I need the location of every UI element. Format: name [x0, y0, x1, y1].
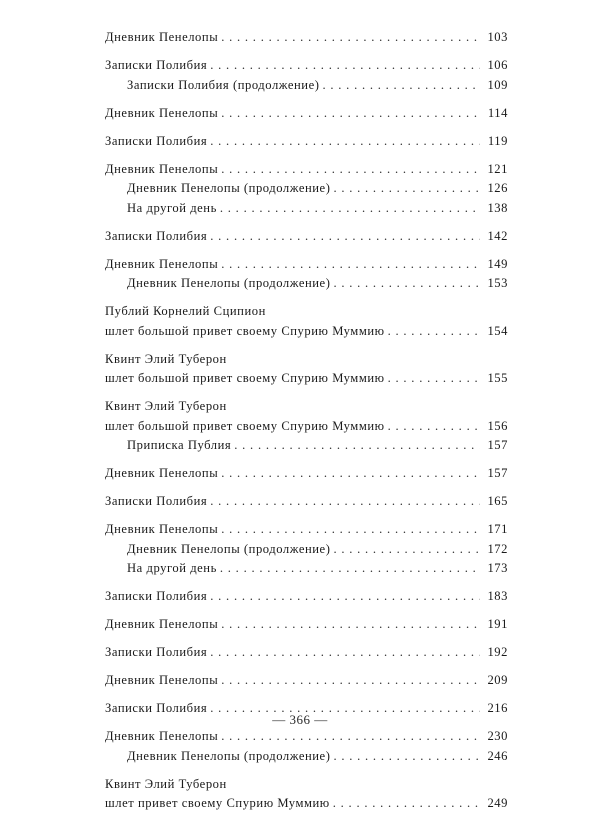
- toc-group: [105, 350, 508, 389]
- toc-entry-title: Записки Полибия: [105, 589, 208, 603]
- toc-entry-title: Дневник Пенелопы: [105, 673, 219, 687]
- dot-leader: [333, 274, 480, 294]
- toc-entry-heading: Квинт Элий Туберон: [105, 351, 227, 366]
- toc-entry-heading: Квинт Элий Туберон: [105, 399, 227, 413]
- toc-entry: [105, 132, 508, 152]
- toc-subentry: [105, 76, 508, 96]
- toc-entry-title: Приписка Публия: [127, 438, 232, 452]
- dot-leader: [333, 747, 480, 767]
- dot-leader: [388, 369, 480, 389]
- toc-page-number: 142: [487, 228, 508, 243]
- toc-page-number: 121: [487, 161, 508, 176]
- toc-page-number: 126: [487, 181, 508, 195]
- dot-leader: [221, 28, 480, 48]
- toc-entry-title: Дневник Пенелопы: [105, 466, 219, 480]
- toc-page-number: 173: [487, 561, 508, 575]
- toc-entry: [105, 369, 508, 389]
- toc-group: [105, 397, 508, 456]
- dot-leader: [333, 794, 480, 814]
- toc-entry-heading: Квинт Элий Туберон: [105, 776, 227, 791]
- toc-entry-title: Дневник Пенелопы (продолжение): [127, 748, 331, 763]
- toc-entry: [105, 322, 508, 342]
- toc-page-number: 114: [487, 105, 508, 120]
- toc-entry-title: Дневник Пенелопы: [105, 105, 219, 120]
- toc-group: [105, 520, 508, 579]
- toc-entry-title: Дневник Пенелопы (продолжение): [127, 181, 331, 195]
- toc-subentry: [105, 540, 508, 560]
- dot-leader: [221, 615, 480, 635]
- toc-entry-title: Записки Полибия: [105, 133, 208, 148]
- toc-entry: [105, 464, 508, 484]
- dot-leader: [210, 132, 480, 152]
- toc-group: [105, 464, 508, 484]
- toc-page-number: 249: [487, 796, 508, 810]
- toc-entry: [105, 104, 508, 124]
- toc-entry-title: Записки Полибия: [105, 494, 208, 508]
- toc-entry-title: шлет привет своему Спурию Муммию: [105, 796, 330, 810]
- toc-group: [105, 727, 508, 766]
- toc-entry: [105, 671, 508, 691]
- toc-entry: [105, 28, 508, 48]
- toc-entry: [105, 794, 508, 814]
- toc-subentry: [105, 559, 508, 579]
- toc-subentry: [105, 274, 508, 294]
- toc-group: [105, 643, 508, 663]
- toc-group: [105, 160, 508, 219]
- toc-entry: [105, 56, 508, 76]
- toc-entry: [105, 587, 508, 607]
- toc-entry: [105, 727, 508, 747]
- toc-entry: [105, 417, 508, 437]
- dot-leader: [210, 492, 480, 512]
- toc-page-number: 157: [487, 466, 508, 480]
- toc-entry-title: шлет большой привет своему Спурию Муммию: [105, 371, 385, 385]
- dot-leader: [210, 227, 480, 247]
- dot-leader: [221, 464, 480, 484]
- toc-entry-title: Дневник Пенелопы: [105, 522, 219, 536]
- toc-entry: [105, 643, 508, 663]
- toc-page-number: 209: [487, 673, 508, 687]
- dot-leader: [221, 727, 480, 747]
- toc-page-number: 149: [487, 256, 508, 271]
- toc-group: [105, 775, 508, 814]
- dot-leader: [322, 76, 480, 96]
- toc-page-number: 171: [487, 522, 508, 536]
- toc-entry-title: На другой день: [127, 200, 217, 215]
- toc-entry-title: Записки Полибия (продолжение): [127, 77, 320, 92]
- toc-entry: [105, 520, 508, 540]
- toc-group: [105, 255, 508, 294]
- toc-entry-title: Записки Полибия: [105, 58, 208, 72]
- toc-subentry: [105, 179, 508, 199]
- dot-leader: [220, 559, 480, 579]
- toc-group: [105, 132, 508, 152]
- toc-group: [105, 615, 508, 635]
- toc-page-number: 106: [487, 58, 508, 72]
- toc-group: [105, 227, 508, 247]
- toc-page-number: 192: [487, 645, 508, 659]
- toc-group: [105, 587, 508, 607]
- toc-page-number: 216: [487, 701, 508, 715]
- toc-entry-title: Записки Полибия: [105, 228, 208, 243]
- dot-leader: [210, 587, 480, 607]
- toc-page-number: 119: [487, 133, 508, 148]
- dot-leader: [220, 199, 480, 219]
- dot-leader: [210, 643, 480, 663]
- toc-subentry: [105, 436, 508, 456]
- dot-leader: [388, 322, 480, 342]
- toc-entry-title: Дневник Пенелопы (продолжение): [127, 541, 331, 556]
- toc-entry-title: Дневник Пенелопы: [105, 256, 219, 271]
- toc-subentry: [105, 747, 508, 767]
- toc-page-number: 191: [487, 617, 508, 631]
- toc-page-number: 154: [487, 323, 508, 338]
- toc-entry: [105, 160, 508, 180]
- toc-page-number: 153: [487, 276, 508, 290]
- toc-group: [105, 492, 508, 512]
- toc-page-number: 103: [487, 30, 508, 44]
- toc-entry-title: Дневник Пенелопы: [105, 617, 219, 631]
- dot-leader: [221, 160, 480, 180]
- toc-subentry: [105, 199, 508, 219]
- toc-page-number: 230: [487, 729, 508, 743]
- toc-group: [105, 56, 508, 95]
- toc-page-number: 157: [487, 438, 508, 452]
- table-of-contents: [105, 28, 508, 822]
- toc-entry: [105, 227, 508, 247]
- toc-entry: [105, 492, 508, 512]
- toc-page-number: 138: [487, 200, 508, 215]
- toc-page-number: 165: [487, 494, 508, 508]
- toc-entry-title: Записки Полибия: [105, 645, 208, 659]
- dot-leader: [333, 179, 480, 199]
- toc-entry-title: На другой день: [127, 561, 217, 575]
- dot-leader: [234, 436, 480, 456]
- dot-leader: [221, 520, 480, 540]
- toc-entry: [105, 255, 508, 275]
- page-number: — 366 —: [272, 712, 328, 727]
- toc-group: [105, 671, 508, 691]
- toc-page-number: 246: [487, 748, 508, 763]
- toc-page-number: 155: [487, 371, 508, 385]
- dot-leader: [210, 56, 480, 76]
- toc-entry-title: Дневник Пенелопы: [105, 729, 219, 743]
- toc-page-number: 183: [487, 589, 508, 603]
- toc-entry-heading: Публий Корнелий Сципион: [105, 304, 266, 318]
- toc-group: [105, 28, 508, 48]
- toc-entry-title: Дневник Пенелопы (продолжение): [127, 276, 331, 290]
- toc-page-number: 109: [487, 77, 508, 92]
- dot-leader: [221, 104, 480, 124]
- toc-page-number: 156: [487, 418, 508, 433]
- dot-leader: [221, 255, 480, 275]
- toc-entry-title: шлет большой привет своему Спурию Муммию: [105, 418, 385, 433]
- toc-group: [105, 104, 508, 124]
- toc-page-number: 172: [487, 541, 508, 556]
- dot-leader: [388, 417, 480, 437]
- toc-entry-title: Дневник Пенелопы: [105, 161, 219, 176]
- toc-entry-title: шлет большой привет своему Спурию Муммию: [105, 323, 385, 338]
- toc-entry-title: Записки Полибия: [105, 701, 208, 715]
- dot-leader: [221, 671, 480, 691]
- toc-entry-title: Дневник Пенелопы: [105, 30, 219, 44]
- dot-leader: [333, 540, 480, 560]
- toc-entry: [105, 615, 508, 635]
- toc-group: [105, 302, 508, 341]
